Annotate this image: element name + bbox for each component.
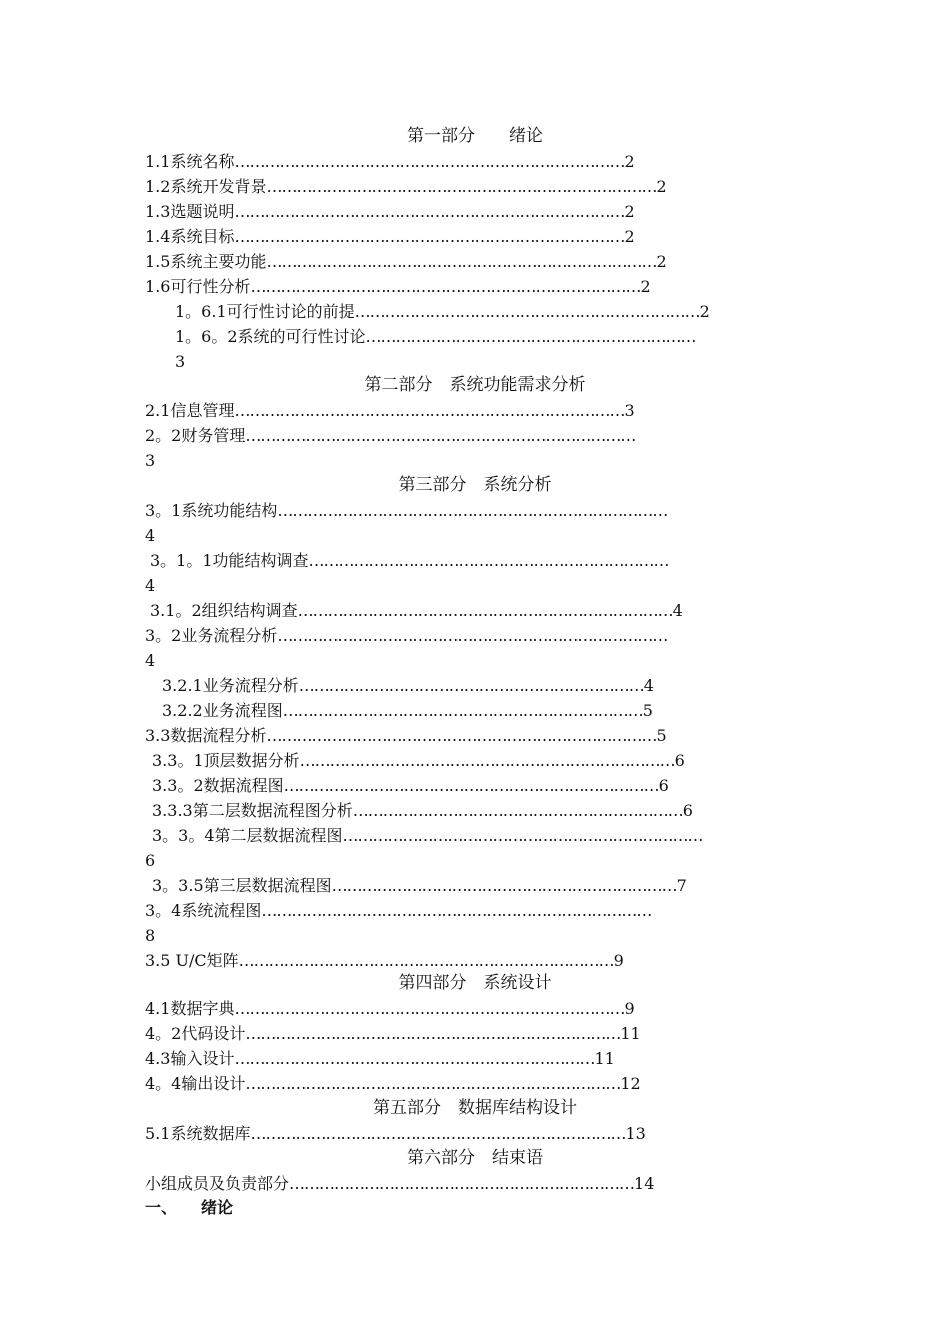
toc-entry-page-wrapped: 8 <box>145 926 156 945</box>
toc-entry-1-6-1 <box>175 299 710 324</box>
toc-entry-page-wrapped: 3 <box>175 352 186 371</box>
toc-entry-4-4 <box>145 1071 641 1096</box>
toc-entry-1-3 <box>145 199 635 224</box>
toc-entry-text: 4.3输入设计 <box>145 1049 235 1068</box>
leader-dots: ………………………………………………………………… <box>283 776 659 795</box>
toc-entry-page-wrapped: 3 <box>145 451 156 470</box>
toc-entry-text: 3。2业务流程分析 <box>145 626 278 645</box>
toc-entry-text: 3.3。2数据流程图 <box>152 776 284 795</box>
leader-dots: …………………………………………………………………… <box>277 626 668 645</box>
toc-entry-text: 3.3数据流程分析 <box>145 726 267 745</box>
section-heading: 一、 绪论 <box>145 1198 234 1217</box>
toc-entry-page: 6 <box>674 751 685 770</box>
leader-dots: …………………………………………………………………… <box>261 901 652 920</box>
toc-entry-page: 6 <box>682 801 693 820</box>
toc-entry-page: 2 <box>656 252 667 271</box>
toc-entry-1-5 <box>145 249 667 274</box>
toc-entry-page-wrapped: 4 <box>145 651 156 670</box>
leader-dots: ……………………………………………………………… <box>282 701 643 720</box>
toc-entry-3-3-2 <box>152 773 669 798</box>
toc-entry-text: 3.2.2业务流程图 <box>162 701 283 720</box>
toc-part3-title: 第三部分 系统分析 <box>398 475 552 495</box>
leader-dots: …………………………………………………………… <box>298 676 644 695</box>
toc-entry-text: 3.5 U/C矩阵 <box>145 951 239 970</box>
toc-entry-text: 1。6.1可行性讨论的前提 <box>175 302 355 321</box>
toc-entry-3-3-1 <box>152 748 685 773</box>
toc-entry-page: 11 <box>594 1049 615 1068</box>
toc-entry-page: 7 <box>676 876 687 895</box>
toc-entry-page: 2 <box>656 177 667 196</box>
leader-dots: ………………………………………………………………… <box>238 951 614 970</box>
toc-entry-text: 小组成员及负责部分 <box>145 1174 290 1193</box>
toc-entry-1-6 <box>145 274 651 299</box>
toc-entry-text: 1。6。2系统的可行性讨论 <box>175 327 366 346</box>
toc-entry-text: 3.1。2组织结构调查 <box>150 601 298 620</box>
leader-dots: ………………………………………………………………… <box>250 1124 626 1143</box>
toc-entry-text: 1.2系统开发背景 <box>145 177 267 196</box>
leader-dots: …………………………………………………………………… <box>234 227 625 246</box>
toc-entry-text: 4.1数据字典 <box>145 999 235 1018</box>
leader-dots: ………………………………………………………………… <box>297 601 673 620</box>
toc-entry-text: 3.3.3第二层数据流程图分析 <box>152 801 353 820</box>
toc-entry-page: 6 <box>658 776 669 795</box>
toc-entry-1-6-2 <box>175 324 696 349</box>
leader-dots: …………………………………………………………………… <box>250 277 641 296</box>
leader-dots: …………………………………………………………………… <box>245 426 636 445</box>
toc-entry-3-4 <box>145 898 651 923</box>
toc-entry-3-2-2 <box>162 698 653 723</box>
toc-entry-text: 3。1系统功能结构 <box>145 501 278 520</box>
toc-entry-3-3 <box>145 723 667 748</box>
toc-entry-6-1 <box>145 1171 654 1196</box>
toc-entry-4-3 <box>145 1046 615 1071</box>
toc-entry-text: 1.3选题说明 <box>145 202 235 221</box>
toc-entry-page: 4 <box>672 601 683 620</box>
leader-dots: ……………………………………………………………… <box>308 551 669 570</box>
toc-entry-text: 3。1。1功能结构调查 <box>150 551 309 570</box>
toc-entry-3-1 <box>145 498 667 523</box>
toc-part4-title: 第四部分 系统设计 <box>398 973 552 993</box>
toc-entry-page: 13 <box>625 1124 646 1143</box>
toc-entry-text: 3.2.1业务流程分析 <box>162 676 299 695</box>
toc-entry-3-3-3 <box>152 798 693 823</box>
toc-entry-page: 2 <box>624 202 635 221</box>
toc-entry-page: 2 <box>699 302 710 321</box>
toc-entry-4-2 <box>145 1021 641 1046</box>
toc-entry-3-3-5 <box>152 873 687 898</box>
toc-entry-text: 2.1信息管理 <box>145 401 235 420</box>
toc-entry-page: 11 <box>620 1024 641 1043</box>
toc-entry-text: 3。4系统流程图 <box>145 901 262 920</box>
toc-entry-page-wrapped: 4 <box>145 526 156 545</box>
toc-entry-page-wrapped: 6 <box>145 851 156 870</box>
toc-entry-page: 2 <box>624 152 635 171</box>
leader-dots: …………………………………………………………………… <box>234 999 625 1018</box>
toc-entry-text: 2。2财务管理 <box>145 426 246 445</box>
leader-dots: …………………………………………………………… <box>289 1174 635 1193</box>
toc-entry-2-2 <box>145 423 635 448</box>
leader-dots: ………………………………………………………… <box>365 327 696 346</box>
toc-entry-page: 2 <box>624 227 635 246</box>
toc-entry-page: 5 <box>642 701 653 720</box>
toc-entry-text: 1.5系统主要功能 <box>145 252 267 271</box>
leader-dots: …………………………………………………………………… <box>234 202 625 221</box>
leader-dots: …………………………………………………………………… <box>277 501 668 520</box>
toc-entry-page: 9 <box>613 951 624 970</box>
toc-part1-title: 第一部分 绪论 <box>407 126 543 146</box>
toc-part2-title: 第二部分 系统功能需求分析 <box>364 375 586 395</box>
leader-dots: …………………………………………………………………… <box>266 726 657 745</box>
leader-dots: ………………………………………………………………… <box>299 751 675 770</box>
leader-dots: …………………………………………………………………… <box>266 252 657 271</box>
toc-entry-text: 3。3。4第二层数据流程图 <box>152 826 343 845</box>
toc-entry-1-4 <box>145 224 635 249</box>
toc-entry-3-2 <box>145 623 667 648</box>
toc-entry-text: 5.1系统数据库 <box>145 1124 251 1143</box>
toc-entry-3-1-2 <box>150 598 683 623</box>
toc-entry-2-1 <box>145 398 635 423</box>
leader-dots: …………………………………………………………………… <box>234 401 625 420</box>
toc-entry-text: 1.1系统名称 <box>145 152 235 171</box>
toc-entry-3-1-1 <box>150 548 669 573</box>
leader-dots: …………………………………………………………… <box>331 876 677 895</box>
toc-entry-page: 5 <box>656 726 667 745</box>
toc-entry-3-2-1 <box>162 673 654 698</box>
toc-entry-text: 3.3。1顶层数据分析 <box>152 751 300 770</box>
leader-dots: …………………………………………………………………… <box>266 177 657 196</box>
toc-entry-text: 3。3.5第三层数据流程图 <box>152 876 332 895</box>
toc-entry-page: 4 <box>643 676 654 695</box>
leader-dots: ………………………………………………………… <box>352 801 683 820</box>
toc-entry-text: 4。4输出设计 <box>145 1074 246 1093</box>
leader-dots: ………………………………………………………………… <box>245 1024 621 1043</box>
toc-part6-title: 第六部分 结束语 <box>407 1148 543 1168</box>
leader-dots: …………………………………………………………………… <box>234 152 625 171</box>
toc-entry-page: 3 <box>624 401 635 420</box>
toc-entry-5-1 <box>145 1121 646 1146</box>
toc-entry-1-1 <box>145 149 635 174</box>
toc-entry-4-1 <box>145 996 635 1021</box>
toc-part5-title: 第五部分 数据库结构设计 <box>373 1098 577 1118</box>
toc-entry-page-wrapped: 4 <box>145 576 156 595</box>
toc-entry-text: 1.6可行性分析 <box>145 277 251 296</box>
toc-entry-text: 1.4系统目标 <box>145 227 235 246</box>
toc-entry-1-2 <box>145 174 667 199</box>
leader-dots: ……………………………………………………………… <box>234 1049 595 1068</box>
toc-entry-3-3-4 <box>152 823 703 848</box>
toc-entry-text: 4。2代码设计 <box>145 1024 246 1043</box>
toc-entry-3-5 <box>145 948 624 973</box>
leader-dots: ……………………………………………………………… <box>342 826 703 845</box>
toc-entry-page: 14 <box>634 1174 655 1193</box>
toc-entry-page: 9 <box>624 999 635 1018</box>
leader-dots: …………………………………………………………… <box>354 302 700 321</box>
leader-dots: ………………………………………………………………… <box>245 1074 621 1093</box>
toc-entry-page: 2 <box>640 277 651 296</box>
toc-entry-page: 12 <box>620 1074 641 1093</box>
